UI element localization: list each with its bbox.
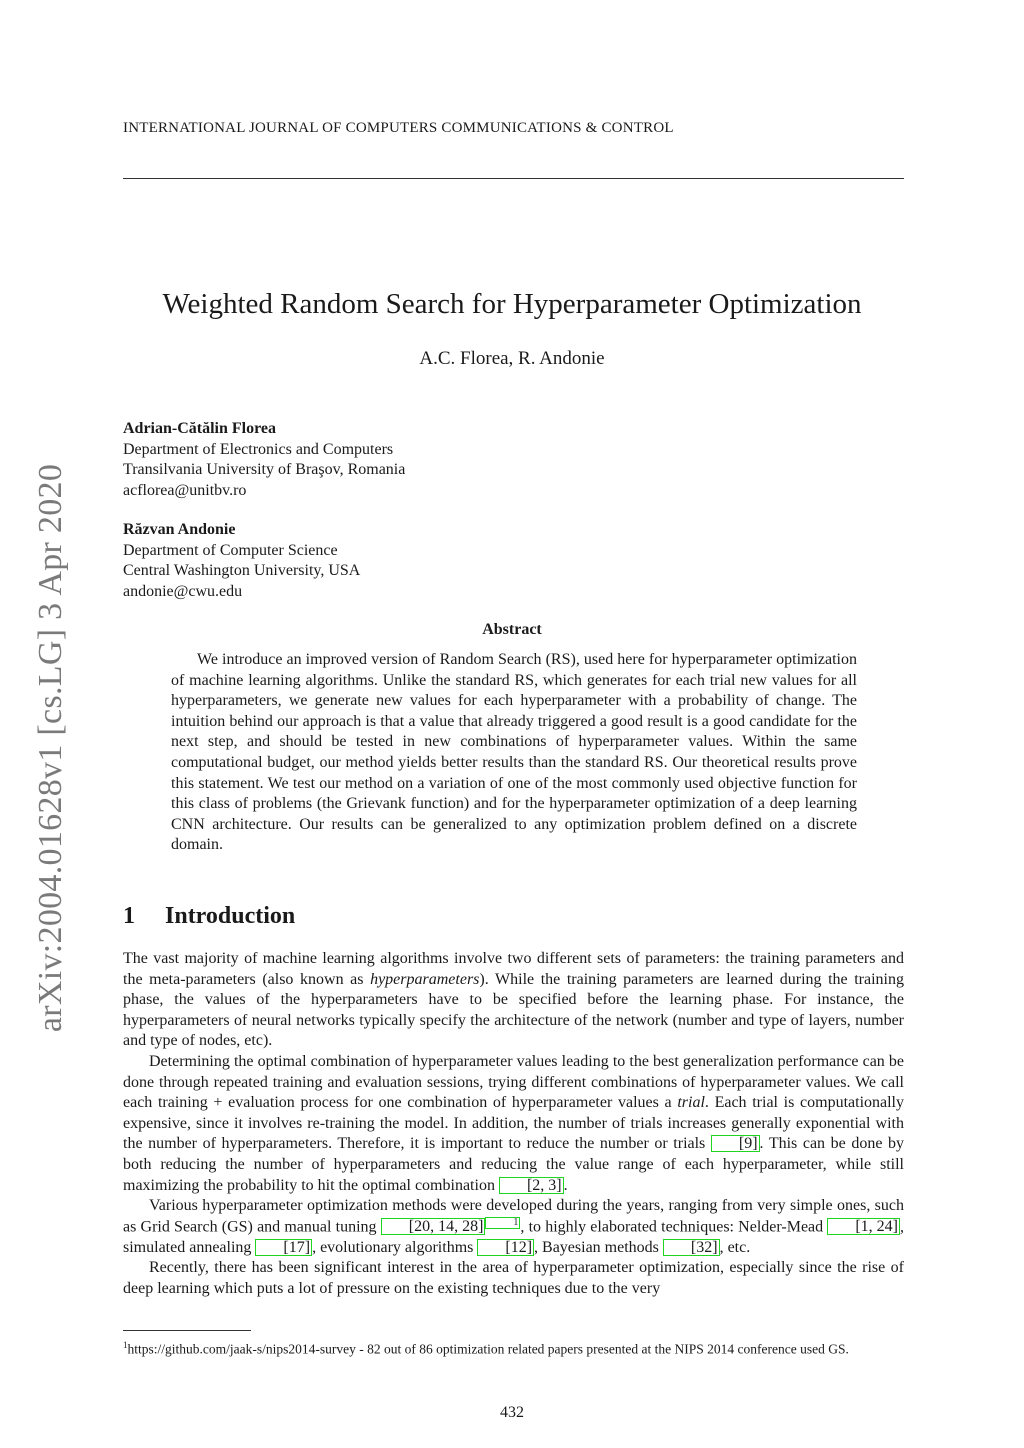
- text-run: . Each trial is computationally expensive, since it involves re-training the model. In addition, the number of trials increases generally exponential with the number of hyperparameters. Therefore, it is important to reduce the number or trials: [123, 1094, 905, 1153]
- footnote: [123, 1336, 904, 1359]
- text-run: The vast majority of machine learning algorithms involve two different sets of parameters: the training parameters and the meta-parameters (also known as: [123, 950, 904, 988]
- text-run: , etc.: [719, 1238, 751, 1256]
- section-title: Introduction: [165, 903, 296, 929]
- citation-link[interactable]: [2, 3]: [499, 1177, 564, 1194]
- citation-link[interactable]: [17]: [255, 1239, 312, 1256]
- journal-header: INTERNATIONAL JOURNAL OF COMPUTERS COMMUNICATIONS & CONTROL: [123, 120, 674, 136]
- paper-title: Weighted Random Search for Hyperparameter Optimization: [162, 288, 862, 320]
- footnote-link[interactable]: 1: [485, 1217, 520, 1229]
- page-number: 432: [500, 1404, 524, 1421]
- emphasis: hyperparameters: [370, 970, 480, 988]
- paragraph: [123, 1196, 904, 1258]
- text-run: , simulated annealing: [123, 1218, 904, 1256]
- footnote-mark: 1: [123, 1340, 128, 1350]
- text-run: , to highly elaborated techniques: Nelder-Mead: [520, 1218, 828, 1236]
- author-department: Department of Computer Science: [123, 541, 338, 559]
- citation-link[interactable]: [12]: [477, 1239, 534, 1256]
- author-email[interactable]: acflorea@unitbv.ro: [123, 481, 247, 499]
- footnote-rule: [123, 1330, 251, 1331]
- section-number: 1: [123, 903, 135, 929]
- text-run: . This can be done by both reducing the number of hyperparameters and reducing the value range of each hyperparameter, while still maximizing the probability to hit the optimal combination: [123, 1135, 905, 1194]
- author-name: Răzvan Andonie: [123, 521, 236, 538]
- text-run: , Bayesian methods: [534, 1238, 663, 1256]
- text-run: , evolutionary algorithms: [312, 1238, 478, 1256]
- author-name: Adrian-Cătălin Florea: [123, 420, 277, 437]
- text-run: Determining the optimal combination of hyperparameter values leading to the best generalization performance can be done through repeated training and evaluation sessions, trying different combinations of hyperparameter values. We call each training + evaluation process for one combination of hyperparameter values a: [123, 1052, 904, 1112]
- paragraph: Recently, there has been significant interest in the area of hyperparameter optimization, especially since the rise of deep learning which puts a lot of pressure on the existing techniques due to the very: [123, 1259, 904, 1297]
- citation-link[interactable]: [9]: [711, 1135, 760, 1152]
- citation-link[interactable]: [20, 14, 28]: [381, 1218, 486, 1235]
- affiliation-block-2: [123, 520, 360, 602]
- arxiv-stamp-text: arXiv:2004.01628v1 [cs.LG] 3 Apr 2020: [32, 463, 69, 1033]
- abstract-text: We introduce an improved version of Random Search (RS), used here for hyperparameter optimization of machine learning algorithms. Unlike the standard RS, which generates for each trial new values for all hyperparameters, we generate new values for each hyperparameter with a probability of change. The intuition behind our approach is that a value that already triggered a good result is a good candidate for the next step, and should be tested in new combinations of hyperparameter values. Within the same computational budget, our method yields better results than the standard RS. Our theoretical results prove this statement. We test our method on a variation of one of the most commonly used objective function for this class of problems (the Grievank function) and for the hyperparameter optimization of a deep learning CNN architecture. Our results can be generalized to any optimization problem defined on a discrete domain.: [171, 651, 857, 854]
- header-rule: [123, 178, 904, 179]
- text-run: Various hyperparameter optimization methods were developed during the years, ranging from very simple ones, such as Grid Search (GS) and manual tuning: [123, 1197, 904, 1236]
- paragraph: [123, 949, 904, 1052]
- abstract-heading: Abstract: [482, 621, 542, 638]
- text-run: ). While the training parameters are learned during the training phase, the values of the hyperparameters have to be specified before the learning phase. For instance, the hyperparameters of neural networks typically specify the architecture of the network (number and type of layers, number and type of nodes, etc).: [123, 970, 904, 1050]
- author-university: Central Washington University, USA: [123, 562, 361, 579]
- emphasis: trial: [677, 1094, 705, 1112]
- author-department: Department of Electronics and Computers: [123, 440, 394, 458]
- footnote-text: https://github.com/jaak-s/nips2014-survey - 82 out of 86 optimization related papers presented at the NIPS 2014 conference used GS.: [127, 1341, 849, 1357]
- citation-link[interactable]: [32]: [663, 1239, 720, 1256]
- section-heading: [123, 903, 295, 930]
- author-email[interactable]: andonie@cwu.edu: [123, 582, 243, 600]
- abstract-body: [171, 650, 857, 856]
- author-university: Transilvania University of Braşov, Romania: [123, 461, 406, 478]
- paragraph: [123, 1052, 904, 1196]
- text-run: .: [563, 1176, 568, 1194]
- affiliation-block-1: [123, 419, 405, 501]
- body-text: [123, 949, 904, 1299]
- paper-authors: A.C. Florea, R. Andonie: [419, 348, 605, 369]
- citation-link[interactable]: [1, 24]: [827, 1218, 900, 1235]
